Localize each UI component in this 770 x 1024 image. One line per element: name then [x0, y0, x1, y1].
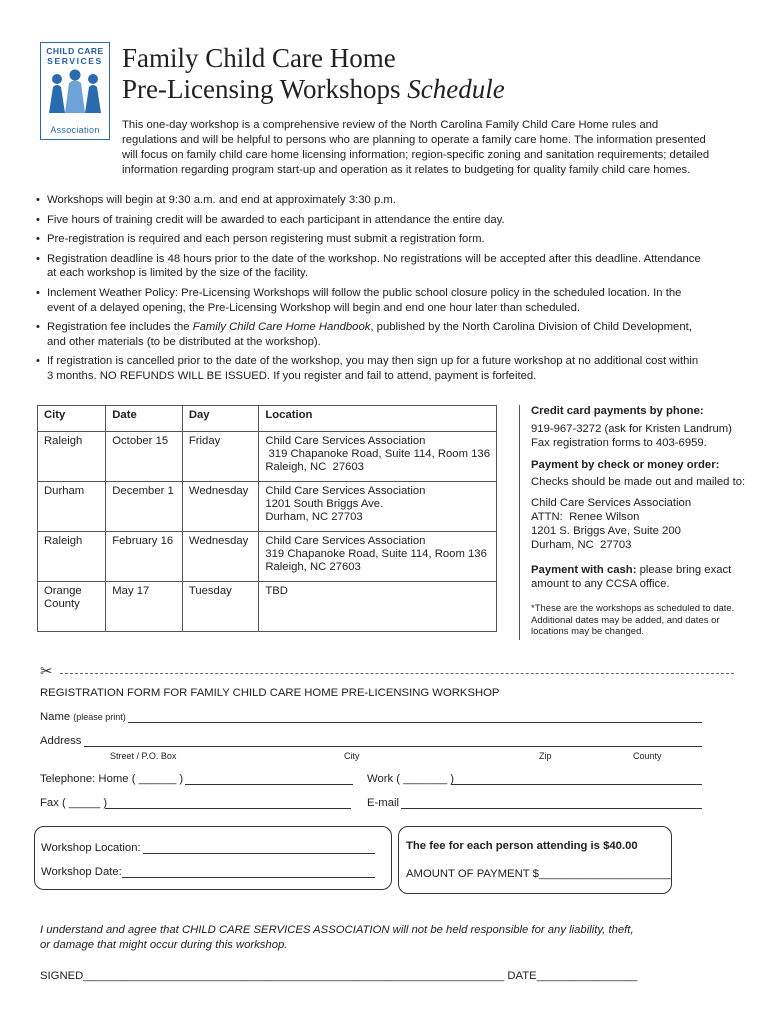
check-line: Checks should be made out and mailed to:	[531, 476, 746, 488]
header-city: City	[38, 406, 106, 432]
cell-location	[259, 432, 497, 482]
amount-of-payment-field[interactable]: AMOUNT OF PAYMENT $_____________________	[406, 868, 671, 880]
location-line: 1201 South Briggs Ave.	[265, 498, 384, 510]
title-line1: Family Child Care Home	[122, 43, 396, 73]
form-title: REGISTRATION FORM FOR FAMILY CHILD CARE HOME PRE-LICENSING WORKSHOP	[40, 687, 500, 699]
list-item: • Registration deadline is 48 hours prior to the date of the workshop. No registrations will be accepted after this deadline. Attendance at each workshop is limited by the size of the facility.	[36, 252, 706, 281]
table-header-row	[38, 406, 497, 432]
table-row	[38, 482, 497, 532]
logo-line3: Association	[50, 125, 100, 135]
workshop-location-field[interactable]	[143, 853, 375, 854]
schedule-note: *These are the workshops as scheduled to date. Additional dates may be added, and dates or locations may be changed.	[531, 603, 735, 637]
location-line: TBD	[265, 585, 288, 597]
workshop-date-field[interactable]	[122, 877, 375, 878]
fax-label: Fax ( _____ )	[40, 797, 108, 809]
page-title	[122, 43, 505, 105]
address-line: Durham, NC 27703	[531, 539, 632, 551]
logo-line2: SERVICES	[47, 56, 103, 66]
address-label: Address	[40, 735, 82, 747]
cell-city: Raleigh	[38, 432, 106, 482]
county-label: County	[633, 751, 662, 761]
liability-disclaimer: I understand and agree that CHILD CARE SERVICES ASSOCIATION will not be held responsible for any liability, theft, or damage that might occur during this workshop.	[40, 924, 634, 951]
location-line: 319 Chapanoke Road, Suite 114, Room 136	[265, 548, 487, 560]
check-heading: Payment by check or money order:	[531, 459, 720, 471]
workshop-date-label: Workshop Date:	[41, 866, 122, 878]
cell-city: Raleigh	[38, 532, 106, 582]
cell-city: Durham	[38, 482, 106, 532]
header-date: Date	[106, 406, 183, 432]
column-divider	[519, 405, 520, 640]
cash-heading: Payment with cash:	[531, 564, 637, 576]
address-field[interactable]	[84, 746, 702, 747]
cut-line	[40, 663, 734, 680]
table-row	[38, 432, 497, 482]
signature-date-field[interactable]: SIGNED___________________________________________________________________ DATE________________	[40, 970, 638, 982]
cell-date: February 16	[106, 532, 183, 582]
cash-text: please bring exact amount to any CCSA office.	[531, 564, 732, 590]
fee-box	[398, 826, 672, 894]
cell-date: December 1	[106, 482, 183, 532]
email-field[interactable]	[401, 808, 702, 809]
title-line2-plain: Pre-Licensing Workshops	[122, 74, 401, 104]
people-icon	[45, 69, 105, 115]
cell-day: Friday	[182, 432, 259, 482]
cell-location	[259, 582, 497, 632]
workshop-box	[34, 826, 392, 890]
ccsa-logo	[40, 42, 110, 140]
title-line2-italic: Schedule	[407, 74, 505, 104]
handbook-title: Family Child Care Home Handbook	[192, 321, 371, 334]
header-day: Day	[182, 406, 259, 432]
list-item: • Five hours of training credit will be awarded to each participant in attendance the entire day.	[36, 213, 706, 228]
list-item: • Workshops will begin at 9:30 a.m. and end at approximately 3:30 p.m.	[36, 193, 706, 208]
cell-day: Wednesday	[182, 482, 259, 532]
location-line: Child Care Services Association	[265, 485, 426, 497]
cell-day: Tuesday	[182, 582, 259, 632]
table-row	[38, 582, 497, 632]
header-location: Location	[259, 406, 497, 432]
fee-text: The fee for each person attending is $40.00	[406, 840, 638, 852]
list-item	[36, 320, 706, 349]
scissors-icon: ✂	[40, 663, 53, 680]
payment-info	[531, 404, 746, 638]
address-line: ATTN: Renee Wilson	[531, 511, 640, 523]
phone-line: 919-967-3272 (ask for Kristen Landrum)	[531, 423, 732, 435]
location-line: Raleigh, NC 27603	[265, 461, 364, 473]
cell-date: October 15	[106, 432, 183, 482]
workshop-location-label: Workshop Location:	[41, 842, 141, 854]
fax-field[interactable]	[105, 808, 351, 809]
work-phone-field[interactable]	[451, 784, 702, 785]
home-phone-field[interactable]	[185, 784, 353, 785]
logo-line1: CHILD CARE	[46, 46, 104, 56]
name-hint: (please print)	[73, 712, 126, 722]
fax-line: Fax registration forms to 403-6959.	[531, 437, 707, 449]
schedule-table	[37, 405, 497, 632]
location-line: 319 Chapanoke Road, Suite 114, Room 136	[265, 448, 490, 460]
work-label: Work ( _______ )	[367, 773, 455, 785]
address-line: Child Care Services Association	[531, 497, 692, 509]
cell-location	[259, 482, 497, 532]
list-item: • If registration is cancelled prior to the date of the workshop, you may then sign up for a future workshop at no additional cost within 3 months. NO REFUNDS WILL BE ISSUED. If you register and fail to attend, payment is forfeited.	[36, 354, 706, 383]
address-line: 1201 S. Briggs Ave, Suite 200	[531, 525, 681, 537]
list-item: • Inclement Weather Policy: Pre-Licensing Workshops will follow the public school closure policy in the scheduled location. In the event of a delayed opening, the Pre-Licensing Workshop will begin and end one hour later than scheduled.	[36, 286, 706, 315]
table-row	[38, 532, 497, 582]
location-line: Child Care Services Association	[265, 535, 426, 547]
location-line: Durham, NC 27703	[265, 511, 363, 523]
bullet-text-pre: Registration fee includes the	[47, 321, 193, 334]
city-label: City	[344, 751, 360, 761]
name-label	[40, 711, 126, 723]
email-label: E-mail	[367, 797, 400, 809]
location-line: Raleigh, NC 27603	[265, 561, 361, 573]
cell-city: Orange County	[38, 582, 106, 632]
location-line: Child Care Services Association	[265, 435, 426, 447]
phone-heading: Credit card payments by phone:	[531, 405, 704, 417]
zip-label: Zip	[539, 751, 552, 761]
name-field[interactable]	[128, 722, 702, 723]
cash-info	[531, 563, 746, 591]
street-label: Street / P.O. Box	[110, 751, 177, 761]
cell-day: Wednesday	[182, 532, 259, 582]
name-label-text: Name	[40, 711, 71, 723]
telephone-label: Telephone: Home ( ______ )	[40, 773, 184, 785]
cell-date: May 17	[106, 582, 183, 632]
info-bullet-list	[36, 193, 706, 389]
cell-location	[259, 532, 497, 582]
intro-paragraph: This one-day workshop is a comprehensive review of the North Carolina Family Child Care Home rules and regulations and will be helpful to persons who are planning to operate a family care home. The information presented will focus on family child care home licensing information; region-specific zoning and sanitation requirements; detailed information regarding program start-up and operation as it relates to budgeting for quality family child care homes.	[122, 119, 710, 176]
bullet-text-post: , published by the North Carolina Division of Child Development, and other materials (to be distributed at the workshop).	[47, 321, 692, 348]
dashed-divider	[60, 673, 734, 674]
list-item: • Pre-registration is required and each person registering must submit a registration form.	[36, 232, 706, 247]
title-line2	[122, 74, 505, 105]
